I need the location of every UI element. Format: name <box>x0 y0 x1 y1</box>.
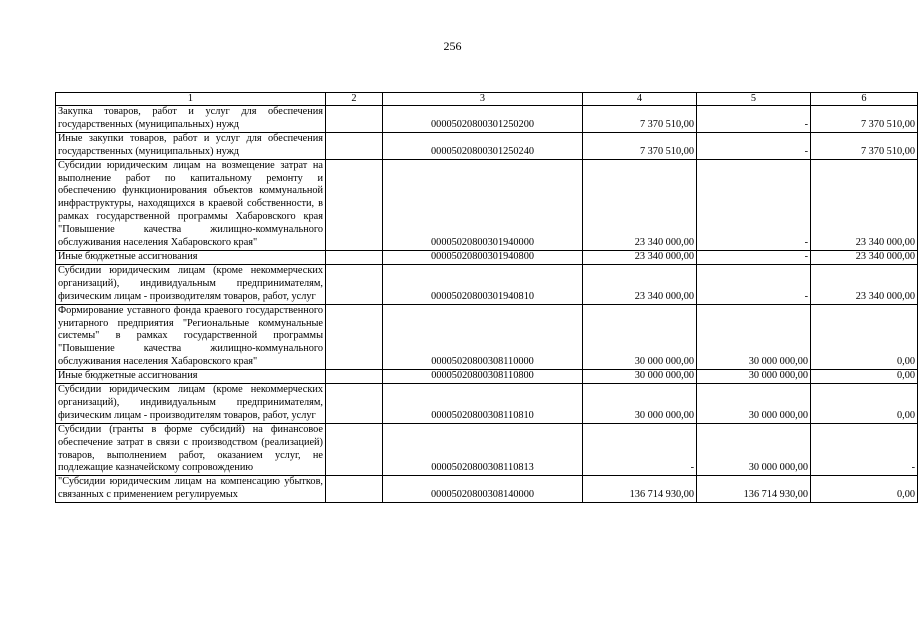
table-row <box>56 423 918 476</box>
table-row <box>56 304 918 370</box>
row-col2 <box>326 264 383 304</box>
row-col2 <box>326 159 383 250</box>
row-value-4: 7 370 510,00 <box>583 106 697 133</box>
row-value-4: - <box>583 423 697 476</box>
table-row <box>56 264 918 304</box>
row-value-4: 136 714 930,00 <box>583 476 697 503</box>
row-value-4: 7 370 510,00 <box>583 132 697 159</box>
page-number: 256 <box>443 39 462 53</box>
row-value-5: 30 000 000,00 <box>697 370 811 384</box>
column-header-6: 6 <box>811 93 918 106</box>
column-header-3: 3 <box>383 93 583 106</box>
row-col2 <box>326 370 383 384</box>
row-col2 <box>326 304 383 370</box>
row-name: Иные бюджетные ассигнования <box>56 370 326 384</box>
table-row <box>56 250 918 264</box>
row-col2 <box>326 132 383 159</box>
row-value-5: - <box>697 159 811 250</box>
column-header-4: 4 <box>583 93 697 106</box>
row-value-6: 0,00 <box>811 476 918 503</box>
row-code: 00005020800308110813 <box>383 423 583 476</box>
column-header-5: 5 <box>697 93 811 106</box>
row-value-6: 7 370 510,00 <box>811 132 918 159</box>
row-name: Субсидии юридическим лицам (кроме некоммерческих организаций), индивидуальным предпринимателям, физическим лицам - производителям товаров, работ, услуг <box>56 264 326 304</box>
row-value-6: - <box>811 423 918 476</box>
row-value-4: 30 000 000,00 <box>583 370 697 384</box>
table-row <box>56 370 918 384</box>
row-value-5: - <box>697 250 811 264</box>
column-header-1: 1 <box>56 93 326 106</box>
row-value-6: 0,00 <box>811 370 918 384</box>
column-header-2: 2 <box>326 93 383 106</box>
row-name: Субсидии (гранты в форме субсидий) на финансовое обеспечение затрат в связи с производством (реализацией) товаров, выполнением работ, оказанием услуг, не подлежащие казначейскому сопровождению <box>56 423 326 476</box>
row-value-5: - <box>697 132 811 159</box>
table-row <box>56 159 918 250</box>
row-value-6: 23 340 000,00 <box>811 250 918 264</box>
row-value-6: 23 340 000,00 <box>811 159 918 250</box>
table-row <box>56 476 918 503</box>
row-code: 00005020800308110800 <box>383 370 583 384</box>
row-col2 <box>326 384 383 424</box>
row-code: 00005020800308110000 <box>383 304 583 370</box>
row-name: Субсидии юридическим лицам (кроме некоммерческих организаций), индивидуальным предпринимателям, физическим лицам - производителям товаров, работ, услуг <box>56 384 326 424</box>
table-row <box>56 132 918 159</box>
row-code: 00005020800301940000 <box>383 159 583 250</box>
row-name: Иные закупки товаров, работ и услуг для обеспечения государственных (муниципальных) нужд <box>56 132 326 159</box>
table-header-row <box>56 93 918 106</box>
row-value-6: 0,00 <box>811 304 918 370</box>
row-name: Формирование уставного фонда краевого государственного унитарного предприятия "Региональные коммунальные системы" в рамках государственной программы "Повышение качества жилищно-коммунального обслуживания населения Хабаровского края" <box>56 304 326 370</box>
row-value-4: 30 000 000,00 <box>583 304 697 370</box>
row-value-4: 23 340 000,00 <box>583 159 697 250</box>
row-value-4: 23 340 000,00 <box>583 250 697 264</box>
row-value-5: - <box>697 264 811 304</box>
row-value-5: 30 000 000,00 <box>697 384 811 424</box>
row-code: 00005020800301940800 <box>383 250 583 264</box>
row-col2 <box>326 476 383 503</box>
row-name: Закупка товаров, работ и услуг для обеспечения государственных (муниципальных) нужд <box>56 106 326 133</box>
row-col2 <box>326 250 383 264</box>
row-value-6: 23 340 000,00 <box>811 264 918 304</box>
row-value-6: 7 370 510,00 <box>811 106 918 133</box>
row-col2 <box>326 423 383 476</box>
table-row <box>56 106 918 133</box>
row-col2 <box>326 106 383 133</box>
row-code: 00005020800301250200 <box>383 106 583 133</box>
row-value-5: 136 714 930,00 <box>697 476 811 503</box>
row-code: 00005020800301940810 <box>383 264 583 304</box>
row-code: 00005020800308140000 <box>383 476 583 503</box>
row-name: Субсидии юридическим лицам на возмещение затрат на выполнение работ по капитальному ремонту и обеспечению функционирования объектов коммунальной инфраструктуры, находящихся в краевой собственности, в рамках государственной программы Хабаровского края "Повышение качества жилищно-коммунального обслуживания населения Хабаровского края" <box>56 159 326 250</box>
row-value-5: 30 000 000,00 <box>697 304 811 370</box>
row-value-5: - <box>697 106 811 133</box>
row-code: 00005020800301250240 <box>383 132 583 159</box>
row-value-6: 0,00 <box>811 384 918 424</box>
budget-table <box>55 92 918 503</box>
table-row <box>56 384 918 424</box>
row-name: "Субсидии юридическим лицам на компенсацию убытков, связанных с применением регулируемых <box>56 476 326 503</box>
row-code: 00005020800308110810 <box>383 384 583 424</box>
row-value-4: 23 340 000,00 <box>583 264 697 304</box>
row-value-4: 30 000 000,00 <box>583 384 697 424</box>
row-value-5: 30 000 000,00 <box>697 423 811 476</box>
row-name: Иные бюджетные ассигнования <box>56 250 326 264</box>
